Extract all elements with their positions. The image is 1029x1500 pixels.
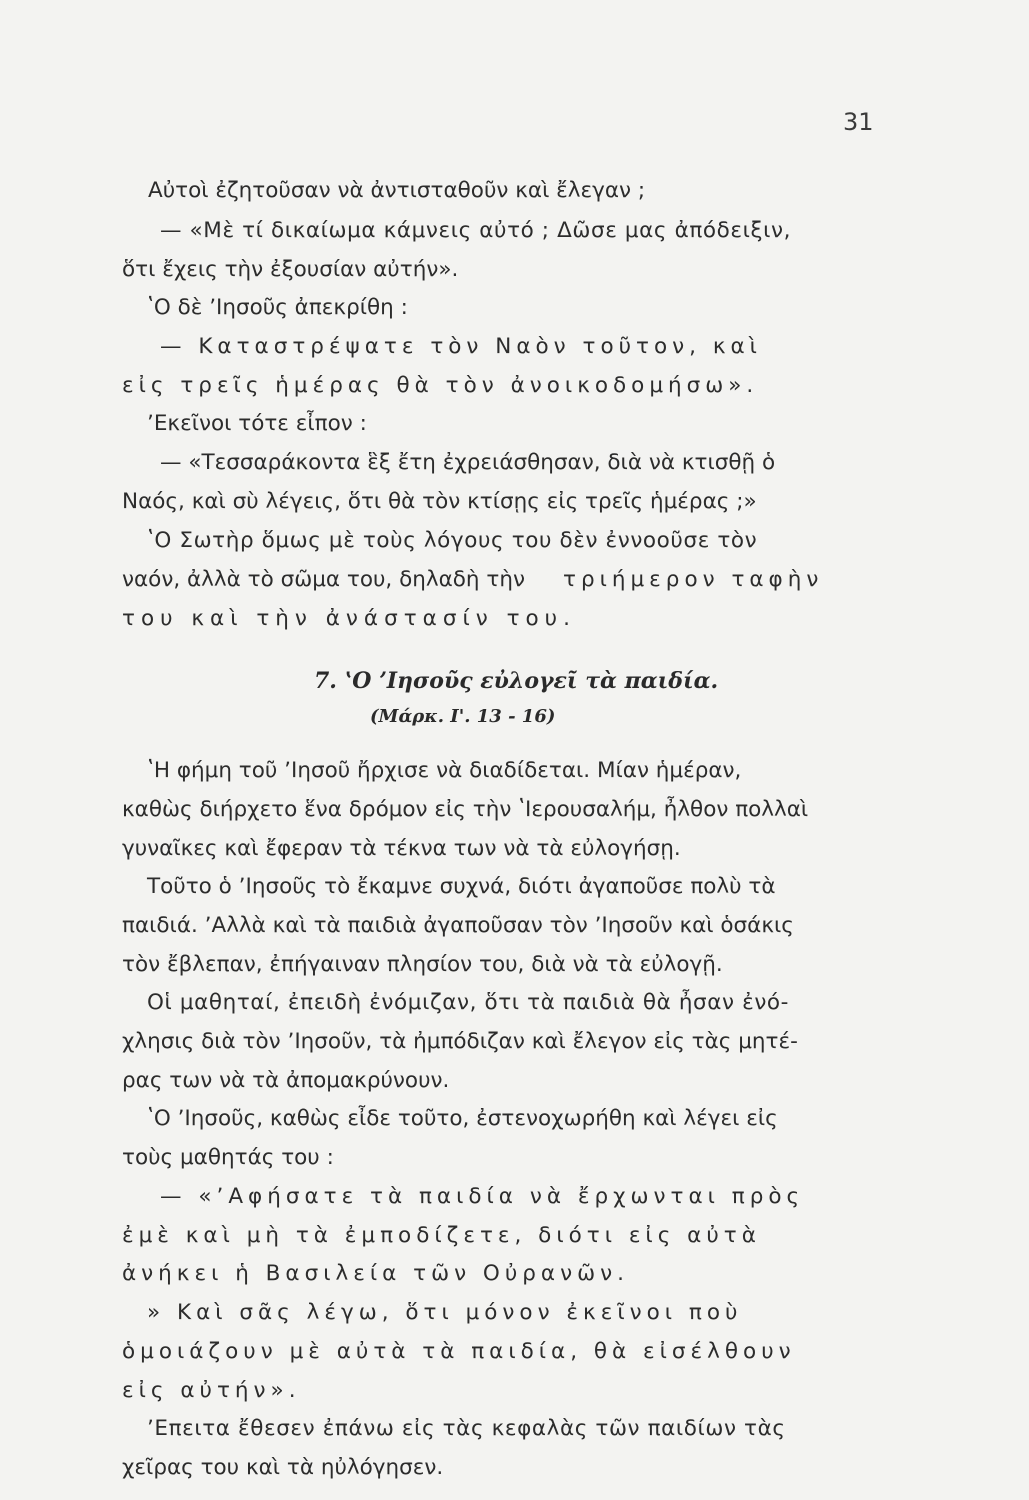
text-line: του καὶ τὴν ἀνάστασίν του. xyxy=(122,606,576,631)
text-line-spaced: τριήμερον ταφὴν xyxy=(563,567,824,592)
text-line: τὸν ἔβλεπαν, ἐπήγαιναν πλησίον του, διὰ νὰ τὰ εὐλογῇ. xyxy=(122,952,723,977)
text-line: — «Μὲ τί δικαίωμα κάμνεις αὐτό ; Δῶσε μας ἀπόδειξιν, xyxy=(160,218,792,243)
text-line-spaced: ἀνήκει ἡ Βασιλεία τῶν Οὐρανῶν. xyxy=(122,1261,629,1286)
text-line: ʽΗ φήμη τοῦ ʼΙησοῦ ἤρχισε νὰ διαδίδεται. Μίαν ἡμέραν, xyxy=(147,758,742,783)
text-line-spaced: » Καὶ σᾶς λέγω, ὅτι μόνον ἐκεῖνοι ποὺ xyxy=(147,1300,743,1325)
text-line: τοὺς μαθητάς του : xyxy=(122,1145,334,1170)
text-line: Αὐτοὶ ἐζητοῦσαν νὰ ἀντισταθοῦν καὶ ἔλεγαν ; xyxy=(148,178,646,203)
text-line: ʽΟ δὲ ʼΙησοῦς ἀπεκρίθη : xyxy=(147,295,408,320)
text-line: ναόν, ἀλλὰ τὸ σῶμα του, δηλαδὴ τὴν xyxy=(122,567,525,592)
text-line: χεῖρας του καὶ τὰ ηὐλόγησεν. xyxy=(122,1455,444,1480)
text-line-spaced: — «ʼΑφήσατε τὰ παιδία νὰ ἔρχωνται πρὸς xyxy=(160,1184,805,1209)
text-line: ʽΟ Σωτὴρ ὅμως μὲ τοὺς λόγους του δὲν ἐννοοῦσε τὸν xyxy=(147,528,758,553)
text-line: ʼΕκεῖνοι τότε εἶπον : xyxy=(147,411,367,436)
text-line: — «Τεσσαράκοντα ἓξ ἔτη ἐχρειάσθησαν, διὰ νὰ κτισθῇ ὁ xyxy=(160,450,776,475)
text-line: χλησις διὰ τὸν ʼΙησοῦν, τὰ ἠμπόδιζαν καὶ ἔλεγον εἰς τὰς μητέ- xyxy=(122,1029,798,1054)
section-title: 7. ʽΟ ʼΙησοῦς εὐλογεῖ τὰ παιδία. xyxy=(314,668,719,694)
text-line: γυναῖκες καὶ ἔφεραν τὰ τέκνα των νὰ τὰ εὐλογήσῃ. xyxy=(122,836,681,861)
text-line: ρας των νὰ τὰ ἀπομακρύνουν. xyxy=(122,1068,450,1093)
text-line: — Καταστρέψατε τὸν Ναὸν τοῦτον, καὶ xyxy=(160,334,762,359)
text-line: ὅτι ἔχεις τὴν ἐξουσίαν αὐτήν». xyxy=(122,257,459,282)
text-line-spaced: ἐμὲ καὶ μὴ τὰ ἐμποδίζετε, διότι εἰς αὐτὰ xyxy=(122,1223,761,1248)
section-reference: (Μάρκ. Ι'. 13 - 16) xyxy=(370,706,556,727)
text-line: παιδιά. ʼΑλλὰ καὶ τὰ παιδιὰ ἀγαποῦσαν τὸν ʼΙησοῦν καὶ ὁσάκις xyxy=(122,913,794,938)
page-number: 31 xyxy=(843,108,874,136)
text-line: ʼΕπειτα ἔθεσεν ἐπάνω εἰς τὰς κεφαλὰς τῶν παιδίων τὰς xyxy=(147,1416,786,1441)
text-line-spaced: ὁμοιάζουν μὲ αὐτὰ τὰ παιδία, θὰ εἰσέλθουν xyxy=(122,1339,796,1364)
text-line: Ναός, καὶ σὺ λέγεις, ὅτι θὰ τὸν κτίσῃς εἰς τρεῖς ἡμέρας ;» xyxy=(122,489,757,514)
text-line: Οἱ μαθηταί, ἐπειδὴ ἐνόμιζαν, ὅτι τὰ παιδιὰ θὰ ἦσαν ἐνό- xyxy=(147,990,790,1015)
text-line: καθὼς διήρχετο ἕνα δρόμον εἰς τὴν ʽΙερουσαλήμ, ἦλθον πολλαὶ xyxy=(122,797,809,822)
text-line-spaced: εἰς αὐτήν». xyxy=(122,1378,301,1403)
text-line: εἰς τρεῖς ἡμέρας θὰ τὸν ἀνοικοδομήσω». xyxy=(122,373,759,398)
text-line: ʽΟ ʼΙησοῦς, καθὼς εἶδε τοῦτο, ἐστενοχωρήθη καὶ λέγει εἰς xyxy=(147,1106,778,1131)
text-line: Τοῦτο ὁ ʼΙησοῦς τὸ ἔκαμνε συχνά, διότι ἀγαποῦσε πολὺ τὰ xyxy=(147,874,776,899)
